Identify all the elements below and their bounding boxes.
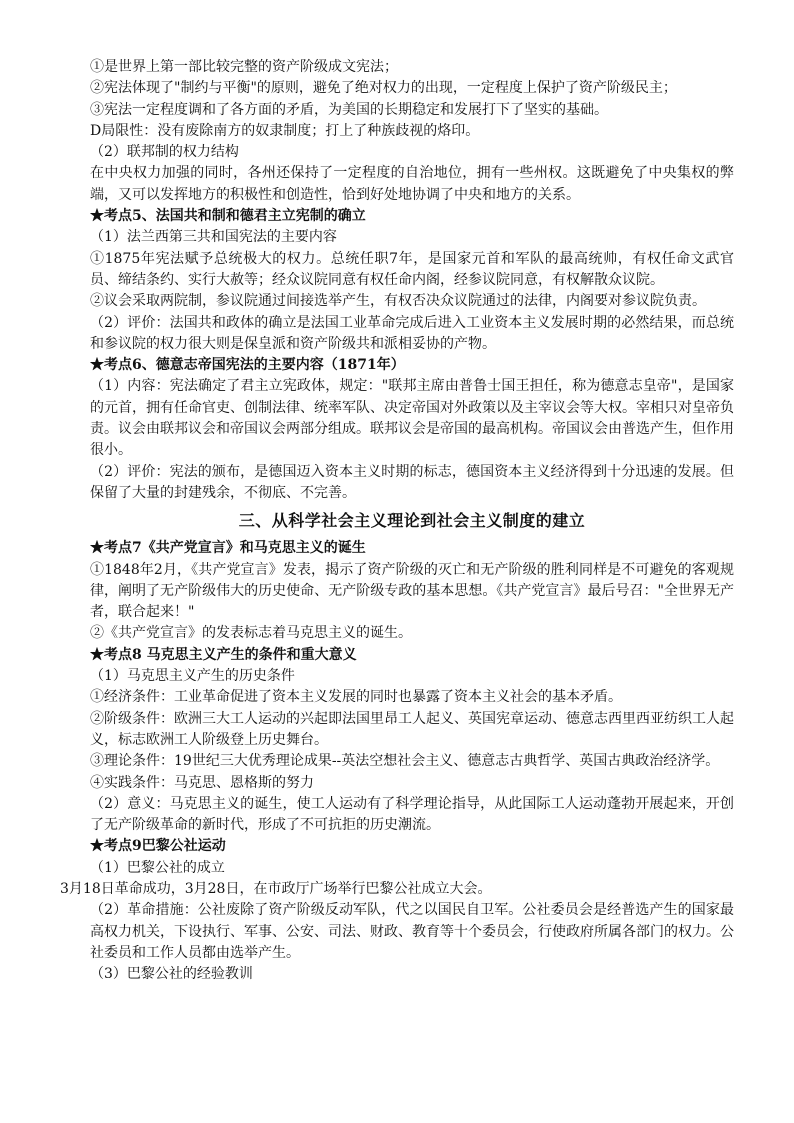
body-paragraph: ④实践条件：马克思、恩格斯的努力: [90, 774, 314, 791]
body-paragraph: （2）革命措施：公社废除了资产阶级反动军队，代之以国民自卫军。公社委员会是经普选产生的国家最高权力机关，下设执行、军事、公安、司法、财政、教育等十个委员会，行使政府所属各部门的权力。公社委员和工作人员都由选举产生。: [90, 902, 734, 961]
section-heading: 三、从科学社会主义理论到社会主义制度的建立: [238, 511, 586, 531]
body-paragraph: （1）法兰西第三共和国宪法的主要内容: [90, 229, 337, 246]
body-paragraph: （2）意义：马克思主义的诞生，使工人运动有了科学理论指导，从此国际工人运动蓬勃开展起来，开创了无产阶级革命的新时代，形成了不可抗拒的历史潮流。: [90, 795, 734, 834]
body-paragraph: ②《共产党宣言》的发表标志着马克思主义的诞生。: [90, 625, 412, 642]
body-paragraph: ②议会采取两院制，参议院通过间接选举产生，有权否决众议院通过的法律，内阁要对参议院负责。: [90, 293, 706, 310]
body-paragraph: （2）评价：宪法的颁布，是德国迈入资本主义时期的标志，德国资本主义经济得到十分迅速的发展。但保留了大量的封建残余，不彻底、不完善。: [90, 463, 734, 501]
body-paragraph: 在中央权力加强的同时，各州还保持了一定程度的自治地位，拥有一些州权。这既避免了中央集权的弊端，又可以发挥地方的积极性和创造性，恰到好处地协调了中央和地方的关系。: [90, 165, 734, 203]
body-paragraph: （3）巴黎公社的经验教训: [90, 966, 253, 983]
topic-heading: ★考点7《共产党宣言》和马克思主义的诞生: [90, 540, 366, 557]
body-paragraph: ③宪法一定程度调和了各方面的矛盾，为美国的长期稳定和发展打下了坚实的基础。: [90, 101, 608, 118]
body-paragraph: ①是世界上第一部比较完整的资产阶级成文宪法；: [90, 59, 398, 75]
body-paragraph: ②阶级条件：欧洲三大工人运动的兴起即法国里昂工人起义、英国宪章运动、德意志西里西亚纺织工人起义，标志欧洲工人阶级登上历史舞台。: [90, 710, 734, 748]
body-paragraph: 3月18日革命成功，3月28日，在市政厅广场举行巴黎公社成立大会。: [60, 880, 492, 897]
topic-heading: ★考点9巴黎公社运动: [90, 838, 226, 855]
body-paragraph: D局限性：没有废除南方的奴隶制度；打上了种族歧视的烙印。: [90, 122, 480, 139]
body-paragraph: （2）联邦制的权力结构: [90, 144, 239, 161]
body-paragraph: （1）内容：宪法确定了君主立宪政体，规定："联邦主席由普鲁士国王担任，称为德意志皇帝"，是国家的元首，拥有任命官吏、创制法律、统率军队、决定帝国对外政策以及主宰议会等大权。宰相只对皇帝负责。议会由联邦议会和帝国议会两部分组成。联邦议会是帝国的最高机构。帝国议会由普选产生，但作用很小。: [90, 378, 734, 459]
body-paragraph: ①1848年2月，《共产党宣言》发表，揭示了资产阶级的灭亡和无产阶级的胜利同样是不可避免的客观规律，阐明了无产阶级伟大的历史使命、无产阶级专政的基本思想。《共产党宣言》最后号召："全世界无产者，联合起来！": [90, 561, 734, 621]
body-paragraph: （1）马克思主义产生的历史条件: [90, 668, 295, 685]
body-paragraph: （1）巴黎公社的成立: [90, 859, 225, 876]
topic-heading: ★考点8 马克思主义产生的条件和重大意义: [90, 646, 357, 663]
body-paragraph: ①1875年宪法赋予总统极大的权力。总统任职7年，是国家元首和军队的最高统帅，有权任命文武官员、缔结条约、实行大赦等；经众议院同意有权任命内阁，经参议院同意，有权解散众议院。: [90, 250, 734, 288]
body-paragraph: ②宪法体现了"制约与平衡"的原则，避免了绝对权力的出现，一定程度上保护了资产阶级民主；: [90, 80, 677, 97]
topic-heading: ★考点5、法国共和制和德君主立宪制的确立: [90, 208, 366, 225]
body-paragraph: ③理论条件：19世纪三大优秀理论成果--英法空想社会主义、德意志古典哲学、英国古典政治经济学。: [90, 753, 720, 770]
body-paragraph: ①经济条件：工业革命促进了资本主义发展的同时也暴露了资本主义社会的基本矛盾。: [90, 689, 622, 706]
topic-heading: ★考点6、德意志帝国宪法的主要内容（1871年）: [90, 357, 405, 374]
body-paragraph: （2）评价：法国共和政体的确立是法国工业革命完成后进入工业资本主义发展时期的必然结果，而总统和参议院的权力很大则是保皇派和资产阶级共和派相妥协的产物。: [90, 314, 734, 352]
